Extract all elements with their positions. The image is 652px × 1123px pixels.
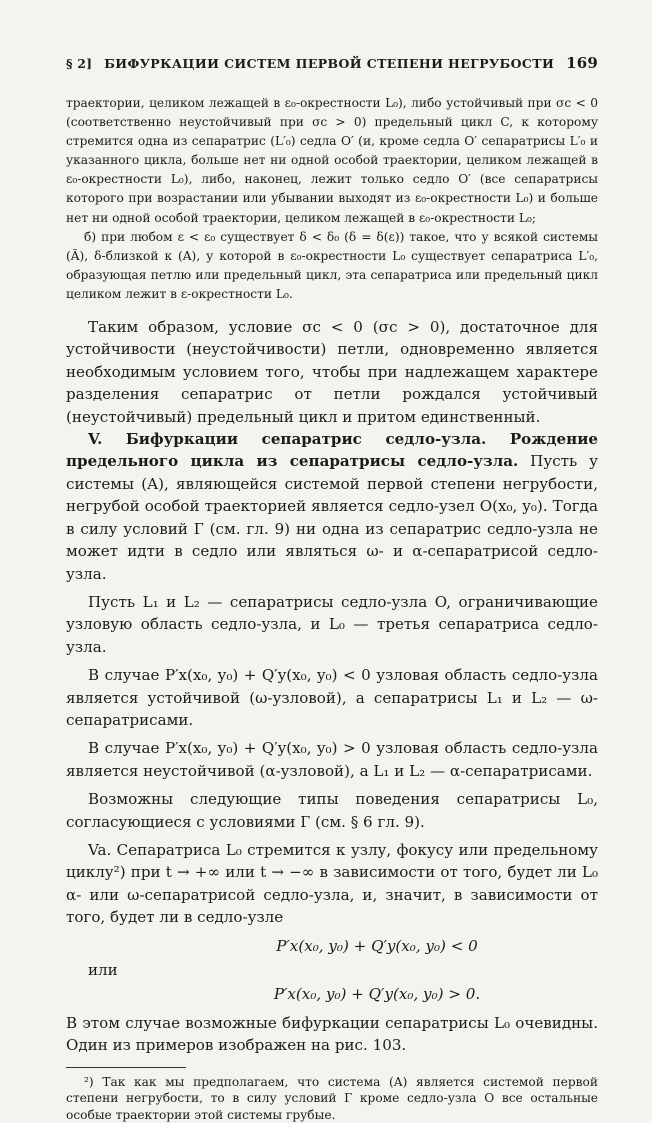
- paragraph: [66, 428, 598, 585]
- running-title: БИФУРКАЦИИ СИСТЕМ ПЕРВОЙ СТЕПЕНИ НЕГРУБОСТИ: [104, 56, 555, 71]
- section-number: § 2]: [66, 56, 93, 71]
- paragraph: Таким образом, условие σc < 0 (σc > 0), достаточное для устойчивости (неустойчивости) петли, одновременно является необходимым условием того, чтобы при надлежащем характере разделения сепаратрис от петли рождался устойчивый (неустойчивый) предельный цикл и притом единственный.: [66, 318, 598, 426]
- formula: P′x(x₀, y₀) + Q′y(x₀, y₀) > 0.: [273, 985, 481, 1004]
- conjunction: или: [88, 961, 118, 979]
- formula: P′x(x₀, y₀) + Q′y(x₀, y₀) < 0: [276, 936, 478, 955]
- running-header: [66, 54, 598, 72]
- paragraph: Пусть L₁ и L₂ — сепаратрисы седло-узла O, ограничивающие узловую область седло-узла, и L₀ — третья сепаратриса седло-узла.: [66, 592, 598, 656]
- paragraph: Возможны следующие типы поведения сепаратрисы L₀, согласующиеся с условиями Г (см. § 6 гл. 9).: [66, 790, 598, 831]
- paragraph: Va. Сепаратриса L₀ стремится к узлу, фокусу или предельному циклу²) при t → +∞ или t → −∞ в зависимости от того, будет ли L₀ α- или ω-сепаратрисой седло-узла, и, значит, в зависимости от того, будет ли в седло-узле: [66, 840, 598, 927]
- main-text: [66, 316, 598, 1057]
- book-page: [66, 54, 598, 1123]
- small-paragraph: б) при любом ε < ε₀ существует δ < δ₀ (δ = δ(ε)) такое, что у всякой системы (Ã), δ-близкой к (A), у которой в ε₀-окрестности L₀ существует сепаратриса L′₀, образующая петлю или предельный цикл, эта сепаратриса или предельный цикл целиком лежит в ε-окрестности L₀.: [66, 229, 598, 301]
- paragraph: В случае P′x(x₀, y₀) + Q′y(x₀, y₀) > 0 узловая область седло-узла является неустойчивой (α-узловой), а L₁ и L₂ — α-сепаратрисами.: [66, 739, 598, 780]
- small-print-block: [66, 94, 598, 304]
- paragraph: В этом случае возможные бифуркации сепаратрисы L₀ очевидны. Один из примеров изображен на рис. 103.: [66, 1013, 598, 1055]
- paragraph-text: Пусть у системы (A), являющейся системой первой степени негрубости, негрубой особой траекторией является седло-узел O(x₀, y₀). Тогда в силу условий Г (см. гл. 9) ни одна из сепаратрис седло-узла не может идти в седло или являться ω- и α-сепаратрисой седло-узла.: [66, 452, 598, 583]
- small-paragraph: траектории, целиком лежащей в ε₀-окрестности L₀), либо устойчивый при σc < 0 (соответственно неустойчивый при σc > 0) предельный цикл C, к которому стремится одна из сепаратрис (L′₀) седла O′ (и, кроме седла O′ сепаратрисы L′₀ и указанного цикла, больше нет ни одной особой траектории, целиком лежащей в ε₀-окрестности L₀), либо, наконец, лежит только седло O′ (все сепаратрисы которого при возрастании или убывании выходят из ε₀-окрестности L₀) и больше нет ни одной особой траектории, целиком лежащей в ε₀-окрестности L₀;: [66, 96, 598, 225]
- section-heading: V. Бифуркации сепаратрис седло-узла. Рождение предельного цикла из сепаратрисы седло-узла.: [66, 430, 598, 471]
- page-number: 169: [566, 54, 598, 72]
- footnote-divider: [66, 1067, 186, 1068]
- paragraph: В случае P′x(x₀, y₀) + Q′y(x₀, y₀) < 0 узловая область седло-узла является устойчивой (ω-узловой), а сепаратрисы L₁ и L₂ — ω-сепаратрисами.: [66, 666, 598, 729]
- footnote: ²) Так как мы предполагаем, что система (A) является системой первой степени негрубости, то в силу условий Г кроме седло-узла O все остальные особые траектории этой системы грубые.: [66, 1074, 598, 1122]
